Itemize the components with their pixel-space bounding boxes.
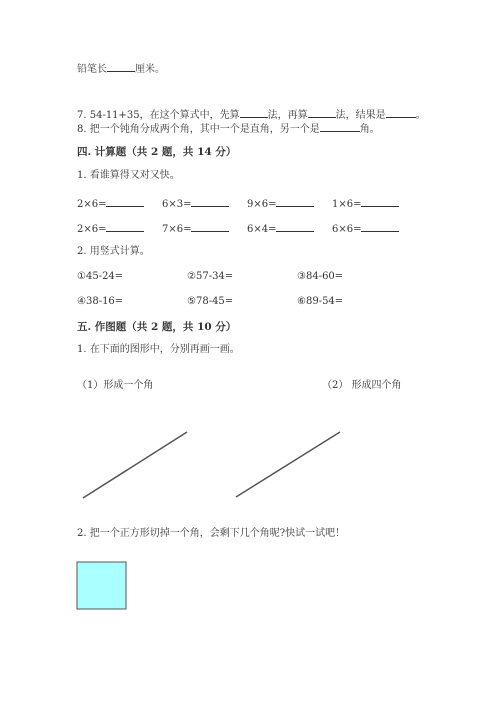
- calc1-item: 2×6=: [77, 197, 144, 211]
- q7-text-d: 。: [415, 110, 426, 121]
- calc1-item: 6×6=: [332, 222, 399, 236]
- calc1-item: 6×3=: [162, 197, 229, 211]
- calc2-item: ④38-16=: [77, 296, 124, 307]
- right-ray-segment[interactable]: [236, 432, 340, 497]
- calc2-title: 2. 用竖式计算。: [77, 246, 150, 257]
- q8-text-a: 8. 把一个钝角分成两个角，其中一个是直角，另一个是: [77, 124, 320, 135]
- calc2-item: ①45-24=: [77, 271, 124, 282]
- calc1-item: 7×6=: [162, 222, 229, 236]
- draw2-title: 2. 把一个正方形切掉一个角，会剩下几个角呢?快试一试吧！: [77, 528, 346, 539]
- q7-text-b: 法，再算: [267, 110, 308, 121]
- draw1-right-label: （2） 形成四个角: [322, 380, 402, 391]
- section5-title: 五. 作图题（共 2 题，共 10 分）: [77, 321, 237, 333]
- section4-title: 四. 计算题（共 2 题，共 14 分）: [77, 146, 237, 158]
- calc1-item: 9×6=: [247, 197, 314, 211]
- q6-prefix: 铅笔长: [77, 64, 107, 75]
- draw1-left-label: （1）形成一个角: [77, 380, 154, 391]
- calc2-item: ③84-60=: [297, 271, 344, 282]
- calc1-item: 2×6=: [77, 222, 144, 236]
- q8-text-b: 角。: [359, 124, 380, 135]
- calc1-title: 1. 看谁算得又对又快。: [77, 170, 180, 181]
- left-ray-segment[interactable]: [83, 432, 187, 498]
- q7-text-a: 7. 54-11+35，在这个算式中，先算: [77, 110, 240, 121]
- calc2-item: ②57-34=: [187, 271, 234, 282]
- draw1-title: 1. 在下面的图形中，分别再画一画。: [77, 344, 240, 355]
- cyan-square[interactable]: [77, 562, 126, 609]
- q7-text-c: 法，结果是: [335, 110, 386, 121]
- calc2-item: ⑤78-45=: [187, 296, 234, 307]
- calc2-item: ⑥89-54=: [297, 296, 344, 307]
- calc1-item: 6×4=: [247, 222, 314, 236]
- q6-suffix: 厘米。: [135, 64, 165, 75]
- calc1-item: 1×6=: [332, 197, 399, 211]
